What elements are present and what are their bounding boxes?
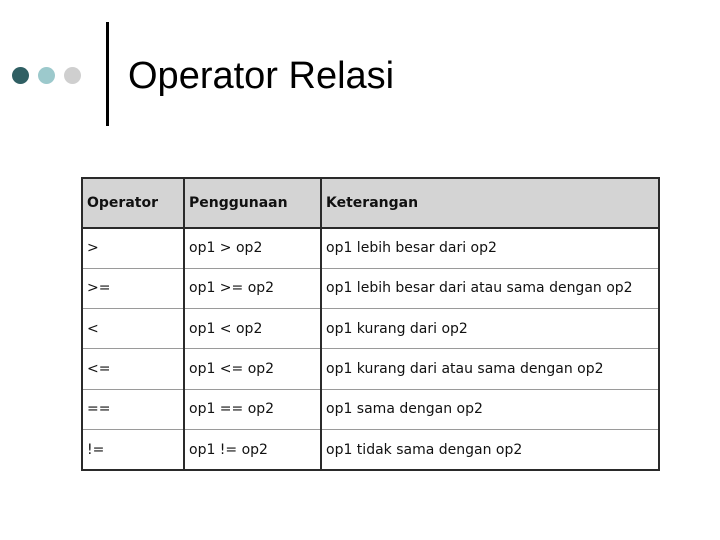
cell-penggunaan: op1 == op2 <box>184 389 321 429</box>
cell-keterangan: op1 kurang dari op2 <box>321 309 659 349</box>
cell-penggunaan: op1 != op2 <box>184 430 321 470</box>
decorative-dots <box>12 66 90 84</box>
title-divider <box>106 22 109 126</box>
cell-keterangan: op1 lebih besar dari atau sama dengan op2 <box>321 268 659 308</box>
table-row <box>82 389 659 429</box>
cell-penggunaan: op1 > op2 <box>184 228 321 268</box>
table-row <box>82 268 659 308</box>
cell-operator: <= <box>82 349 184 389</box>
cell-keterangan: op1 tidak sama dengan op2 <box>321 430 659 470</box>
header-penggunaan: Penggunaan <box>184 178 321 228</box>
cell-penggunaan: op1 < op2 <box>184 309 321 349</box>
table-row <box>82 430 659 470</box>
cell-operator: < <box>82 309 184 349</box>
cell-operator: == <box>82 389 184 429</box>
bullet-dot-1 <box>12 67 29 84</box>
table-header-row <box>82 178 659 228</box>
operator-table-container <box>81 177 658 471</box>
cell-keterangan: op1 kurang dari atau sama dengan op2 <box>321 349 659 389</box>
cell-penggunaan: op1 >= op2 <box>184 268 321 308</box>
cell-keterangan: op1 sama dengan op2 <box>321 389 659 429</box>
operator-table <box>81 177 660 471</box>
header-operator: Operator <box>82 178 184 228</box>
page-title: Operator Relasi <box>128 55 395 97</box>
bullet-dot-2 <box>38 67 55 84</box>
cell-operator: > <box>82 228 184 268</box>
cell-penggunaan: op1 <= op2 <box>184 349 321 389</box>
header-keterangan: Keterangan <box>321 178 659 228</box>
table-row <box>82 228 659 268</box>
table-row <box>82 349 659 389</box>
bullet-dot-3 <box>64 67 81 84</box>
cell-keterangan: op1 lebih besar dari op2 <box>321 228 659 268</box>
cell-operator: >= <box>82 268 184 308</box>
table-row <box>82 309 659 349</box>
cell-operator: != <box>82 430 184 470</box>
